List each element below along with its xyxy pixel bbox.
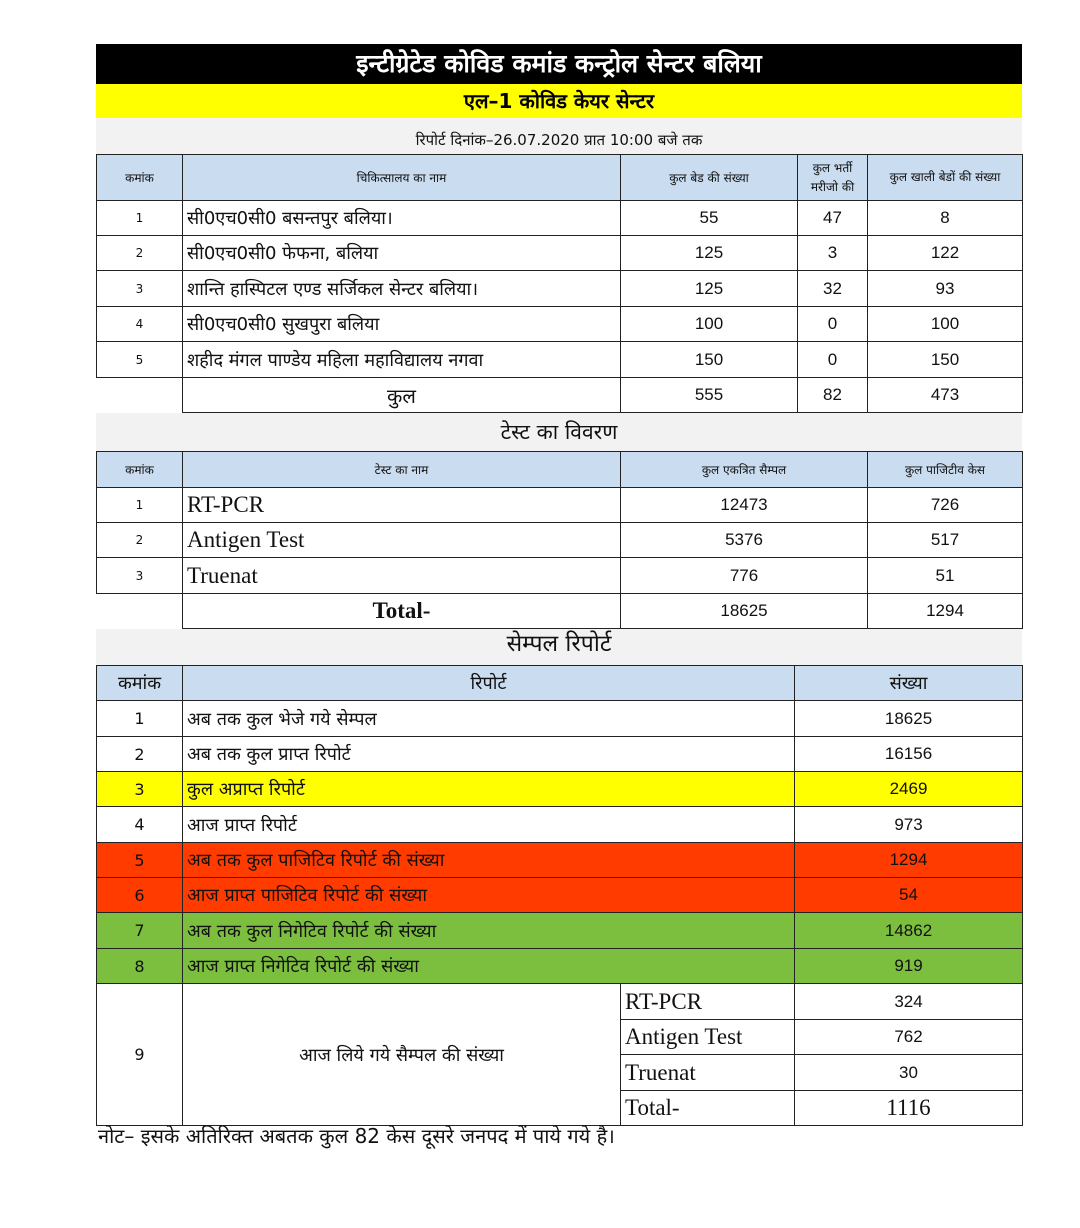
blank-cell xyxy=(97,378,183,413)
report-label: अब तक कुल भेजे गये सेम्पल xyxy=(183,701,795,737)
hospital-name: सी0एच0सी0 सुखपुरा बलिया xyxy=(183,307,621,342)
row-sn: 9 xyxy=(97,984,183,1126)
test-name: Truenat xyxy=(183,558,621,594)
col-header-report: रिपोर्ट xyxy=(183,666,795,701)
row-sn: 1 xyxy=(97,201,183,236)
col-header-sn: कमांक xyxy=(97,452,183,488)
positive-cases: 51 xyxy=(868,558,1023,594)
report-value: 919 xyxy=(795,949,1023,984)
report-label: अब तक कुल पाजिटिव रिपोर्ट की संख्या xyxy=(183,843,795,878)
row-sn: 1 xyxy=(97,488,183,523)
tests-total-row xyxy=(97,594,1023,629)
total-beds: 150 xyxy=(621,342,798,378)
beds-header-row xyxy=(97,155,1023,201)
hospital-name: शान्ति हास्पिटल एण्ड सर्जिकल सेन्टर बलिया। xyxy=(183,271,621,307)
row-sn: 3 xyxy=(97,772,183,807)
report-value: 1294 xyxy=(795,843,1023,878)
hospital-name: सी0एच0सी0 फेफना, बलिया xyxy=(183,236,621,271)
table-row xyxy=(97,488,1023,523)
vacant-beds: 93 xyxy=(868,271,1023,307)
samples-collected: 12473 xyxy=(621,488,868,523)
samples-section-title: सेम्पल रिपोर्ट xyxy=(96,629,1022,665)
admitted: 0 xyxy=(798,307,868,342)
row-sn: 6 xyxy=(97,878,183,913)
positive-cases: 726 xyxy=(868,488,1023,523)
today-test-value: 324 xyxy=(795,984,1023,1020)
beds-table xyxy=(96,154,1023,413)
vacant-beds: 150 xyxy=(868,342,1023,378)
today-test-value: 762 xyxy=(795,1020,1023,1055)
col-header-count: संख्या xyxy=(795,666,1023,701)
col-header-hospital: चिकित्सालय का नाम xyxy=(183,155,621,201)
row-sn: 8 xyxy=(97,949,183,984)
total-label: Total- xyxy=(183,594,621,629)
total-samples: 18625 xyxy=(621,594,868,629)
table-row xyxy=(97,236,1023,271)
today-test-name: RT-PCR xyxy=(621,984,795,1020)
table-row xyxy=(97,843,1023,878)
row-sn: 4 xyxy=(97,307,183,342)
report-subtitle: एल–1 कोविड केयर सेन्टर xyxy=(96,84,1022,118)
col-header-sn: कमांक xyxy=(97,666,183,701)
table-row xyxy=(97,807,1023,843)
report-label: कुल अप्राप्त रिपोर्ट xyxy=(183,772,795,807)
tests-section-title: टेस्ट का विवरण xyxy=(96,413,1022,451)
row-sn: 2 xyxy=(97,737,183,772)
row-sn: 1 xyxy=(97,701,183,737)
total-beds: 125 xyxy=(621,236,798,271)
col-header-test-name: टेस्ट का नाम xyxy=(183,452,621,488)
footnote: नोट– इसके अतिरिक्त अबतक कुल 82 केस दूसरे जनपद में पाये गये है। xyxy=(98,1124,615,1148)
total-label: कुल xyxy=(183,378,621,413)
table-row xyxy=(97,737,1023,772)
row-sn: 4 xyxy=(97,807,183,843)
col-header-sn: कमांक xyxy=(97,155,183,201)
today-row xyxy=(97,984,1023,1020)
row-sn: 5 xyxy=(97,342,183,378)
col-header-samples: कुल एकत्रित सैम्पल xyxy=(621,452,868,488)
total-beds: 100 xyxy=(621,307,798,342)
total-vacant: 473 xyxy=(868,378,1023,413)
today-test-name: Truenat xyxy=(621,1055,795,1091)
col-header-admitted: कुल भर्ती मरीजो की xyxy=(798,155,868,201)
row-sn: 3 xyxy=(97,558,183,594)
hospital-name: शहीद मंगल पाण्डेय महिला महाविद्यालय नगवा xyxy=(183,342,621,378)
today-total-value: 1116 xyxy=(795,1091,1023,1126)
vacant-beds: 100 xyxy=(868,307,1023,342)
today-test-value: 30 xyxy=(795,1055,1023,1091)
admitted: 32 xyxy=(798,271,868,307)
admitted: 0 xyxy=(798,342,868,378)
total-beds: 55 xyxy=(621,201,798,236)
today-samples-label: आज लिये गये सैम्पल की संख्या xyxy=(183,984,621,1126)
report-label: आज प्राप्त पाजिटिव रिपोर्ट की संख्या xyxy=(183,878,795,913)
table-row xyxy=(97,342,1023,378)
report-value: 14862 xyxy=(795,913,1023,949)
total-positive: 1294 xyxy=(868,594,1023,629)
report-label: अब तक कुल प्राप्त रिपोर्ट xyxy=(183,737,795,772)
report-label: अब तक कुल निगेटिव रिपोर्ट की संख्या xyxy=(183,913,795,949)
tests-header-row xyxy=(97,452,1023,488)
vacant-beds: 122 xyxy=(868,236,1023,271)
report-date: रिपोर्ट दिनांक–26.07.2020 प्रात 10:00 बजे तक xyxy=(96,118,1022,154)
report-value: 973 xyxy=(795,807,1023,843)
row-sn: 2 xyxy=(97,523,183,558)
table-row xyxy=(97,307,1023,342)
col-header-vacant: कुल खाली बेडों की संख्या xyxy=(868,155,1023,201)
admitted: 47 xyxy=(798,201,868,236)
beds-total-row xyxy=(97,378,1023,413)
hospital-name: सी0एच0सी0 बसन्तपुर बलिया। xyxy=(183,201,621,236)
total-beds: 125 xyxy=(621,271,798,307)
samples-collected: 5376 xyxy=(621,523,868,558)
admitted: 3 xyxy=(798,236,868,271)
table-row xyxy=(97,772,1023,807)
test-name: Antigen Test xyxy=(183,523,621,558)
table-row xyxy=(97,523,1023,558)
total-admitted: 82 xyxy=(798,378,868,413)
row-sn: 5 xyxy=(97,843,183,878)
table-row xyxy=(97,949,1023,984)
vacant-beds: 8 xyxy=(868,201,1023,236)
col-header-total-beds: कुल बेड की संख्या xyxy=(621,155,798,201)
tests-table xyxy=(96,451,1023,629)
positive-cases: 517 xyxy=(868,523,1023,558)
report-value: 54 xyxy=(795,878,1023,913)
table-row xyxy=(97,701,1023,737)
blank-cell xyxy=(97,594,183,629)
row-sn: 2 xyxy=(97,236,183,271)
samples-table xyxy=(96,665,1023,1126)
table-row xyxy=(97,878,1023,913)
test-name: RT-PCR xyxy=(183,488,621,523)
samples-collected: 776 xyxy=(621,558,868,594)
table-row xyxy=(97,558,1023,594)
samples-header-row xyxy=(97,666,1023,701)
table-row xyxy=(97,201,1023,236)
report-value: 16156 xyxy=(795,737,1023,772)
col-header-positive: कुल पाजिटीव केस xyxy=(868,452,1023,488)
report-sheet xyxy=(96,44,1022,1126)
today-total-label: Total- xyxy=(621,1091,795,1126)
table-row xyxy=(97,271,1023,307)
table-row xyxy=(97,913,1023,949)
row-sn: 3 xyxy=(97,271,183,307)
report-value: 2469 xyxy=(795,772,1023,807)
today-test-name: Antigen Test xyxy=(621,1020,795,1055)
total-beds: 555 xyxy=(621,378,798,413)
report-label: आज प्राप्त निगेटिव रिपोर्ट की संख्या xyxy=(183,949,795,984)
row-sn: 7 xyxy=(97,913,183,949)
report-value: 18625 xyxy=(795,701,1023,737)
report-label: आज प्राप्त रिपोर्ट xyxy=(183,807,795,843)
report-title: इन्टीग्रेटेड कोविड कमांड कन्ट्रोल सेन्टर बलिया xyxy=(96,44,1022,84)
